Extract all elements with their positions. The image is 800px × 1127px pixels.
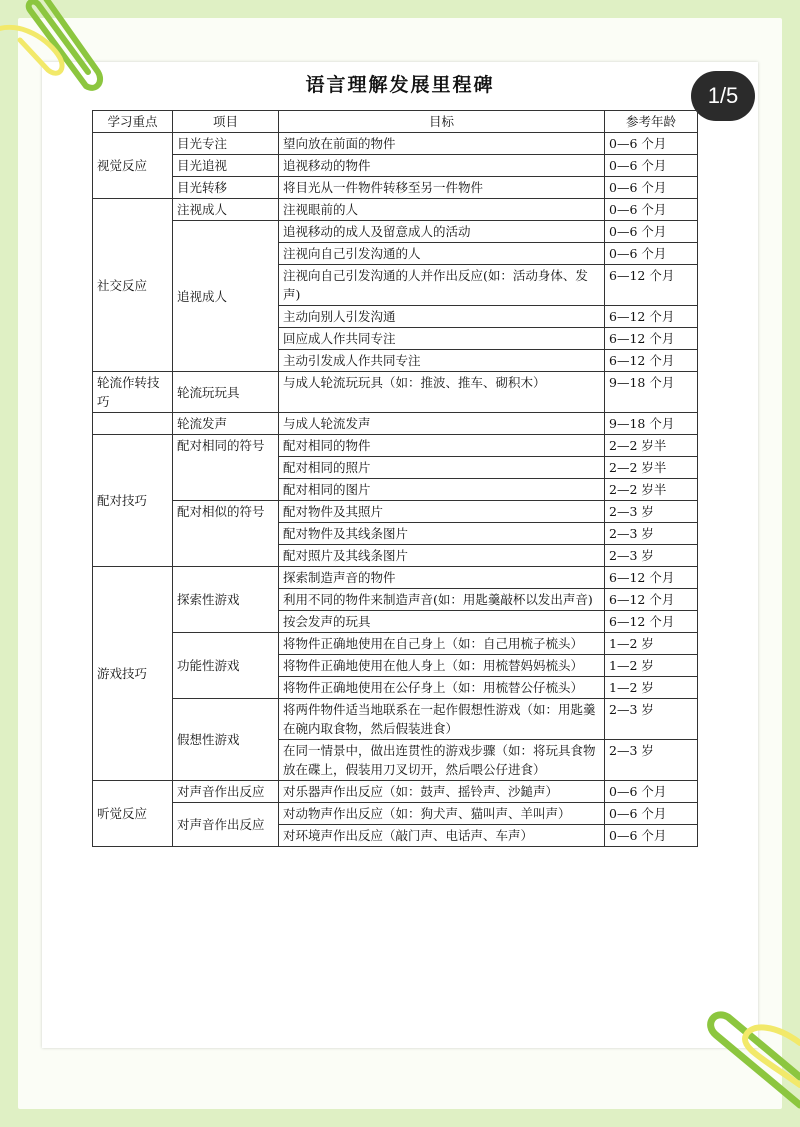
goal-cell: 回应成人作共同专注 bbox=[279, 328, 605, 350]
item-cell: 追视成人 bbox=[173, 221, 279, 372]
age-cell: 1—2 岁 bbox=[605, 677, 698, 699]
column-header: 目标 bbox=[279, 111, 605, 133]
goal-cell: 在同一情景中，做出连贯性的游戏步骤（如：将玩具食物放在碟上，假装用刀叉切开，然后喂公仔进食） bbox=[279, 740, 605, 781]
learning-focus-cell bbox=[93, 413, 173, 435]
age-cell: 6—12 个月 bbox=[605, 611, 698, 633]
page-indicator-badge[interactable]: 1/5 bbox=[691, 71, 755, 121]
age-cell: 0—6 个月 bbox=[605, 199, 698, 221]
age-cell: 0—6 个月 bbox=[605, 803, 698, 825]
milestone-table bbox=[92, 110, 698, 847]
goal-cell: 将目光从一件物件转移至另一件物件 bbox=[279, 177, 605, 199]
item-cell: 目光转移 bbox=[173, 177, 279, 199]
learning-focus-cell: 配对技巧 bbox=[93, 435, 173, 567]
goal-cell: 主动引发成人作共同专注 bbox=[279, 350, 605, 372]
item-cell: 假想性游戏 bbox=[173, 699, 279, 781]
goal-cell: 配对物件及其照片 bbox=[279, 501, 605, 523]
age-cell: 9—18 个月 bbox=[605, 372, 698, 413]
goal-cell: 对动物声作出反应（如：狗犬声、猫叫声、羊叫声） bbox=[279, 803, 605, 825]
age-cell: 6—12 个月 bbox=[605, 328, 698, 350]
table-row bbox=[93, 633, 698, 655]
goal-cell: 注视眼前的人 bbox=[279, 199, 605, 221]
age-cell: 6—12 个月 bbox=[605, 265, 698, 306]
goal-cell: 配对相同的图片 bbox=[279, 479, 605, 501]
item-cell: 配对相似的符号 bbox=[173, 501, 279, 567]
table-row bbox=[93, 567, 698, 589]
age-cell: 6—12 个月 bbox=[605, 350, 698, 372]
goal-cell: 利用不同的物件来制造声音(如：用匙羹敲杯以发出声音) bbox=[279, 589, 605, 611]
age-cell: 6—12 个月 bbox=[605, 589, 698, 611]
learning-focus-cell: 视觉反应 bbox=[93, 133, 173, 199]
table-row bbox=[93, 803, 698, 825]
goal-cell: 与成人轮流发声 bbox=[279, 413, 605, 435]
goal-cell: 将物件正确地使用在公仔身上（如：用梳替公仔梳头） bbox=[279, 677, 605, 699]
goal-cell: 配对照片及其线条图片 bbox=[279, 545, 605, 567]
goal-cell: 与成人轮流玩玩具（如：推波、推车、砌积木） bbox=[279, 372, 605, 413]
goal-cell: 将物件正确地使用在自己身上（如：自己用梳子梳头） bbox=[279, 633, 605, 655]
age-cell: 0—6 个月 bbox=[605, 825, 698, 847]
column-header: 学习重点 bbox=[93, 111, 173, 133]
table-row bbox=[93, 435, 698, 457]
table-row bbox=[93, 501, 698, 523]
table-row bbox=[93, 199, 698, 221]
item-cell: 功能性游戏 bbox=[173, 633, 279, 699]
column-header: 项目 bbox=[173, 111, 279, 133]
learning-focus-cell: 轮流作转技巧 bbox=[93, 372, 173, 413]
table-row bbox=[93, 155, 698, 177]
goal-cell: 对环境声作出反应（敲门声、电话声、车声） bbox=[279, 825, 605, 847]
age-cell: 2—3 岁 bbox=[605, 545, 698, 567]
table-row bbox=[93, 177, 698, 199]
goal-cell: 追视移动的物件 bbox=[279, 155, 605, 177]
age-cell: 0—6 个月 bbox=[605, 243, 698, 265]
item-cell: 注视成人 bbox=[173, 199, 279, 221]
goal-cell: 配对相同的物件 bbox=[279, 435, 605, 457]
age-cell: 0—6 个月 bbox=[605, 781, 698, 803]
item-cell: 探索性游戏 bbox=[173, 567, 279, 633]
item-cell: 轮流发声 bbox=[173, 413, 279, 435]
goal-cell: 将物件正确地使用在他人身上（如：用梳替妈妈梳头） bbox=[279, 655, 605, 677]
learning-focus-cell: 游戏技巧 bbox=[93, 567, 173, 781]
item-cell: 轮流玩玩具 bbox=[173, 372, 279, 413]
age-cell: 2—2 岁半 bbox=[605, 435, 698, 457]
age-cell: 2—2 岁半 bbox=[605, 457, 698, 479]
age-cell: 2—3 岁 bbox=[605, 699, 698, 740]
age-cell: 2—2 岁半 bbox=[605, 479, 698, 501]
table-row bbox=[93, 133, 698, 155]
age-cell: 1—2 岁 bbox=[605, 633, 698, 655]
goal-cell: 望向放在前面的物件 bbox=[279, 133, 605, 155]
item-cell: 目光追视 bbox=[173, 155, 279, 177]
age-cell: 0—6 个月 bbox=[605, 221, 698, 243]
age-cell: 2—3 岁 bbox=[605, 740, 698, 781]
document-title: 语言理解发展里程碑 bbox=[305, 74, 495, 96]
goal-cell: 按会发声的玩具 bbox=[279, 611, 605, 633]
age-cell: 2—3 岁 bbox=[605, 523, 698, 545]
goal-cell: 注视向自己引发沟通的人并作出反应(如：活动身体、发声) bbox=[279, 265, 605, 306]
age-cell: 9—18 个月 bbox=[605, 413, 698, 435]
goal-cell: 配对物件及其线条图片 bbox=[279, 523, 605, 545]
goal-cell: 配对相同的照片 bbox=[279, 457, 605, 479]
age-cell: 6—12 个月 bbox=[605, 567, 698, 589]
table-body bbox=[93, 133, 698, 847]
learning-focus-cell: 听觉反应 bbox=[93, 781, 173, 847]
age-cell: 0—6 个月 bbox=[605, 133, 698, 155]
goal-cell: 主动向别人引发沟通 bbox=[279, 306, 605, 328]
age-cell: 6—12 个月 bbox=[605, 306, 698, 328]
goal-cell: 探索制造声音的物件 bbox=[279, 567, 605, 589]
goal-cell: 注视向自己引发沟通的人 bbox=[279, 243, 605, 265]
age-cell: 0—6 个月 bbox=[605, 177, 698, 199]
item-cell: 配对相同的符号 bbox=[173, 435, 279, 501]
table-header-row bbox=[93, 111, 698, 133]
item-cell: 目光专注 bbox=[173, 133, 279, 155]
goal-cell: 将两件物件适当地联系在一起作假想性游戏（如：用匙羹在碗内取食物，然后假装进食） bbox=[279, 699, 605, 740]
item-cell: 对声音作出反应 bbox=[173, 781, 279, 803]
learning-focus-cell: 社交反应 bbox=[93, 199, 173, 372]
table-row bbox=[93, 413, 698, 435]
table-row bbox=[93, 221, 698, 243]
paper-clip-bottom-right bbox=[680, 995, 800, 1127]
age-cell: 0—6 个月 bbox=[605, 155, 698, 177]
goal-cell: 追视移动的成人及留意成人的活动 bbox=[279, 221, 605, 243]
table-row bbox=[93, 781, 698, 803]
age-cell: 1—2 岁 bbox=[605, 655, 698, 677]
column-header: 参考年龄 bbox=[605, 111, 698, 133]
table-row bbox=[93, 372, 698, 413]
age-cell: 2—3 岁 bbox=[605, 501, 698, 523]
item-cell: 对声音作出反应 bbox=[173, 803, 279, 847]
table-row bbox=[93, 699, 698, 740]
goal-cell: 对乐器声作出反应（如：鼓声、摇铃声、沙鎚声） bbox=[279, 781, 605, 803]
